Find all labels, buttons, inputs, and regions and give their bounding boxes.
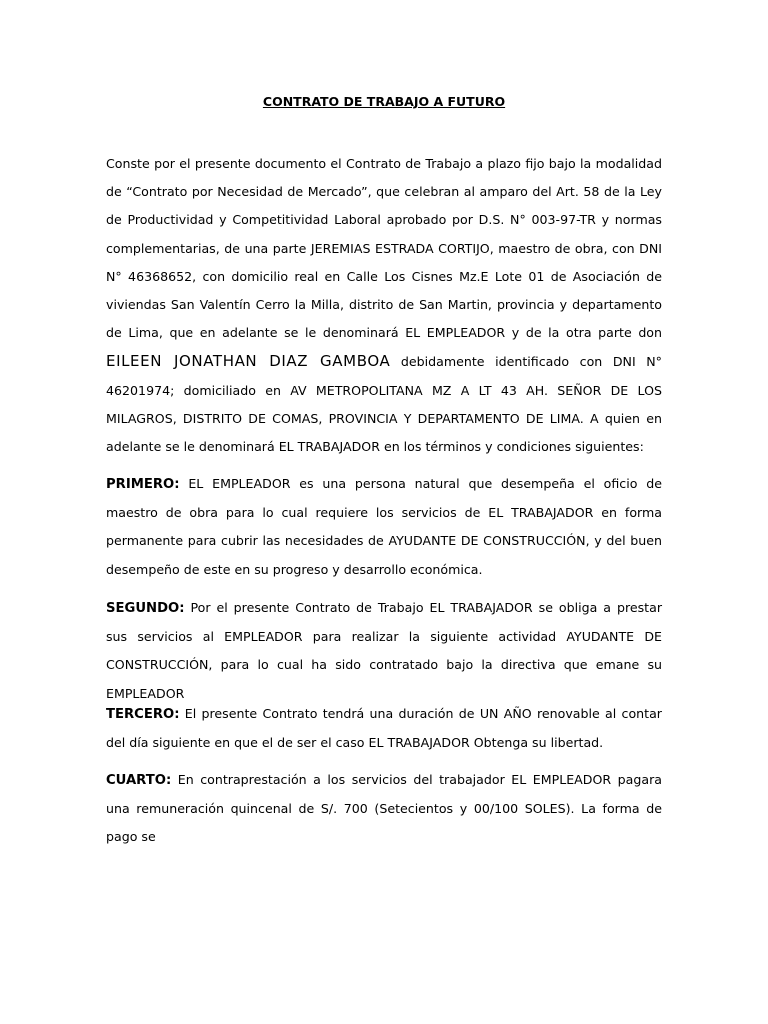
clause-text: Por el presente Contrato de Trabajo EL TRABAJADOR se obliga a prestar sus servicios al EMPLEADOR para realizar la siguiente actividad AYUDANTE DE CONSTRUCCIÓN, para lo cual ha sido contratado bajo la directiva que emane su EMPLEADOR [106,600,662,701]
clause-cuarto [106,766,662,852]
clause-label: TERCERO: [106,707,180,722]
clause-segundo [106,594,662,708]
intro-paragraph [106,150,662,461]
clause-text: El presente Contrato tendrá una duración de UN AÑO renovable al contar del día siguiente en que el de ser el caso EL TRABAJADOR Obtenga su libertad. [106,706,662,751]
clause-tercero [106,700,662,757]
clause-text: EL EMPLEADOR es una persona natural que desempeña el oficio de maestro de obra para lo cual requiere los servicios de EL TRABAJADOR en forma permanente para cubrir las necesidades de AYUDANTE DE CONSTRUCCIÓN, y del buen desempeño de este en su progreso y desarrollo económica. [106,476,662,577]
intro-text-part2: debidamente identificado con DNI N° 46201974; domiciliado en AV METROPOLITANA MZ A LT 43 AH. SEÑOR DE LOS MILAGROS, DISTRITO DE COMAS, PROVINCIA Y DEPARTAMENTO DE LIMA. A quien en adelante se le denominará EL TRABAJADOR en los términos y condiciones siguientes: [106,354,662,455]
clause-label: SEGUNDO: [106,601,185,616]
document-title: CONTRATO DE TRABAJO A FUTURO [262,94,506,109]
clause-primero [106,470,662,584]
intro-text-part1: Conste por el presente documento el Contrato de Trabajo a plazo fijo bajo la modalidad de “Contrato por Necesidad de Mercado”, que celebran al amparo del Art. 58 de la Ley de Productividad y Competitividad Laboral aprobado por D.S. N° 003-97-TR y normas complementarias, de una parte JEREMIAS ESTRADA CORTIJO, maestro de obra, con DNI N° 46368652, con domicilio real en Calle Los Cisnes Mz.E Lote 01 de Asociación de viviendas San Valentín Cerro la Milla, distrito de San Martin, provincia y departamento de Lima, que en adelante se le denominará EL EMPLEADOR y de la otra parte don [106,156,662,341]
worker-name: EILEEN JONATHAN DIAZ GAMBOA [106,352,391,371]
clause-label: CUARTO: [106,773,172,788]
clause-label: PRIMERO: [106,477,180,492]
clause-text: En contraprestación a los servicios del trabajador EL EMPLEADOR pagara una remuneración quincenal de S/. 700 (Setecientos y 00/100 SOLES). La forma de pago se [106,772,662,845]
